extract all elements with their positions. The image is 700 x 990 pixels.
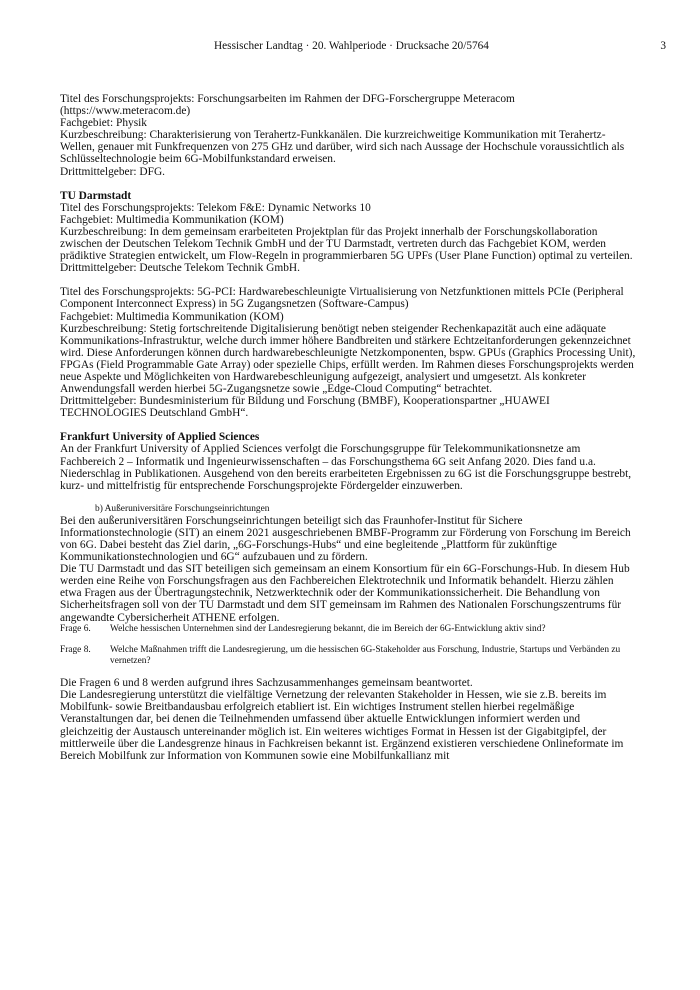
paragraph: Fachgebiet: Multimedia Kommunikation (KOM): [60, 213, 284, 226]
paragraph: An der Frankfurt University of Applied Sciences verfolgt die Forschungsgruppe für Telekommunikationsnetze am Fachbereich 2 – Informatik und Ingenieurwissenschaften – das Forschungsthema 6G seit Anfang 2020. Dies fand u.a. Niederschlag in Publikationen. Ausgehend von den bereits erarbeiteten Ergebnissen zu 6G ist die Forschungsgruppe bestrebt, kurz- und mittelfristig für entsprechende Forschungsprojekte Fördergelder einzuwerben.: [60, 443, 632, 492]
running-header: Hessischer Landtag · 20. Wahlperiode · Drucksache 20/5764: [214, 40, 489, 52]
paragraph: Titel des Forschungsprojekts: Telekom F&E: Dynamic Networks 10: [60, 201, 371, 214]
question-text: Welche hessischen Unternehmen sind der Landesregierung bekannt, die im Bereich der 6G-Entwicklung aktiv sind?: [110, 623, 546, 634]
paragraph: Drittmittelgeber: DFG.: [60, 165, 166, 178]
paragraph: Kurzbeschreibung: Charakterisierung von Terahertz-Funkkanälen. Die kurzreichweitige Kommunikation mit Terahertz-Wellen, genauer mit Funkfrequenzen von 275 GHz und darüber, wird sich nach Aussage der Hochschule voraussichtlich als Schlüsseltechnologie beim 6G-Mobilfunkstandard erweisen.: [60, 129, 625, 166]
page-number: 3: [660, 40, 666, 52]
question-number: Frage 6.: [60, 623, 91, 634]
section-heading: TU Darmstadt: [60, 189, 132, 202]
paragraph: Die Fragen 6 und 8 werden aufgrund ihres Sachzusammenhanges gemeinsam beantwortet.: [60, 677, 473, 690]
project-5g-pci: [60, 286, 636, 419]
question-6: [60, 624, 636, 635]
question-number: Frage 8.: [60, 645, 91, 656]
page-header: [60, 40, 666, 56]
project-meteracom: [60, 93, 636, 178]
project-telekom: [60, 190, 636, 275]
paragraph: Titel des Forschungsprojekts: Forschungsarbeiten im Rahmen der DFG-Forschergruppe Meteracom (https://www.meteracom.de): [60, 93, 515, 118]
question-8: [60, 645, 636, 666]
section-heading: Frankfurt University of Applied Sciences: [60, 431, 260, 444]
paragraph: Drittmittelgeber: Bundesministerium für Bildung und Forschung (BMBF), Kooperationspartner „HUAWEI TECHNOLOGIES Deutschland GmbH“.: [60, 395, 550, 420]
paragraph: Bei den außeruniversitären Forschungseinrichtungen beteiligt sich das Fraunhofer-Institut für Sichere Informationstechnologie (SIT) an einem 2021 ausgeschriebenen BMBF-Programm zur Förderung von Forschung im Bereich von 6G. Dabei besteht das Ziel darin, „6G-Forschungs-Hubs“ und eine begleitende „Plattform für zukünftige Kommunikationstechnologien und 6G“ aufzubauen und zu fördern.: [60, 514, 631, 564]
paragraph: Titel des Forschungsprojekts: 5G-PCI: Hardwarebeschleunigte Virtualisierung von Netzfunktionen mittels PCIe (Peripheral Component Interconnect Express) in 5G Zugangsnetzen (Software-Campus): [60, 286, 624, 311]
section-frankfurt: [60, 431, 636, 491]
paragraph: Fachgebiet: Multimedia Kommunikation (KOM): [60, 310, 284, 323]
subsection-heading: b) Außeruniversitäre Forschungseinrichtungen: [95, 503, 270, 514]
document-body: [60, 93, 636, 762]
paragraph: Fachgebiet: Physik: [60, 117, 148, 130]
paragraph: Kurzbeschreibung: In dem gemeinsam erarbeiteten Projektplan für das Projekt innerhalb der Forschungskollaboration zwischen der Deutschen Telekom Technik GmbH und der TU Darmstadt, vertreten durch das Fachgebiet KOM, werden prädiktive Strategien entwickelt, um Flow-Regeln in programmierbaren 5G UPFs (User Plane Function) optimal zu verteilen.: [60, 225, 633, 263]
paragraph: Die TU Darmstadt und das SIT beteiligen sich gemeinsam an einem Konsortium für ein 6G-Forschungs-Hub. In diesem Hub werden eine Reihe von Forschungsfragen aus den Fachbereichen Elektrotechnik und Informatik behandelt. Hierzu zählen etwa Fragen aus der Übertragungstechnik, Netzwerktechnik oder der Kommunikationssicherheit. Die Behandlung von Sicherheitsfragen soll von der TU Darmstadt und dem SIT gemeinsam im Rahmen des Nationalen Forschungszentrums für angewandte Cybersicherheit ATHENE erfolgen.: [60, 563, 630, 624]
paragraph: Drittmittelgeber: Deutsche Telekom Technik GmbH.: [60, 262, 300, 275]
paragraph: Die Landesregierung unterstützt die vielfältige Vernetzung der relevanten Stakeholder in Hessen, wie sie z.B. bereits im Mobilfunk- sowie Breitbandausbau erfolgreich etabliert ist. Ein wichtiges Instrument stellen hierbei regelmäßige Veranstaltungen dar, bei denen die Teilnehmenden umfassend über aktuelle Entwicklungen informiert werden und gleichzeitig der Austausch untereinander möglich ist. Ein weiteres wichtiges Format in Hessen ist der Gigabitgipfel, der mittlerweile über die Landesgrenze hinaus in Fachkreisen bekannt ist. Ergänzend existieren verschiedene Onlineformate im Bereich Mobilfunk zur Information von Kommunen sowie eine Mobilfunkallianz mit: [60, 689, 624, 762]
paragraph: Kurzbeschreibung: Stetig fortschreitende Digitalisierung benötigt neben steigender Rechenkapazität auch eine adäquate Kommunikations-Infrastruktur, welche durch immer höhere Bandbreiten und stärkere Echtzeitanforderungen gekennzeichnet wird. Diese Anforderungen können durch hardwarebeschleunigte Netzkomponenten, bspw. GPUs (Graphics Processing Unit), FPGAs (Field Programmable Gate Array) oder spezielle Chips, erfüllt werden. Im Rahmen dieses Forschungsprojekts werden neue Aspekte und Möglichkeiten von Hardwarebeschleunigung aufgezeigt, analysiert und umgesetzt. Als konkreter Anwendungsfall werden hierbei 5G-Zugangsnetze sowie „Edge-Cloud Computing“ betrachtet.: [60, 322, 636, 396]
question-text: Welche Maßnahmen trifft die Landesregierung, um die hessischen 6G-Stakeholder aus Forschung, Industrie, Startups und Verbänden zu vernetzen?: [110, 645, 621, 666]
